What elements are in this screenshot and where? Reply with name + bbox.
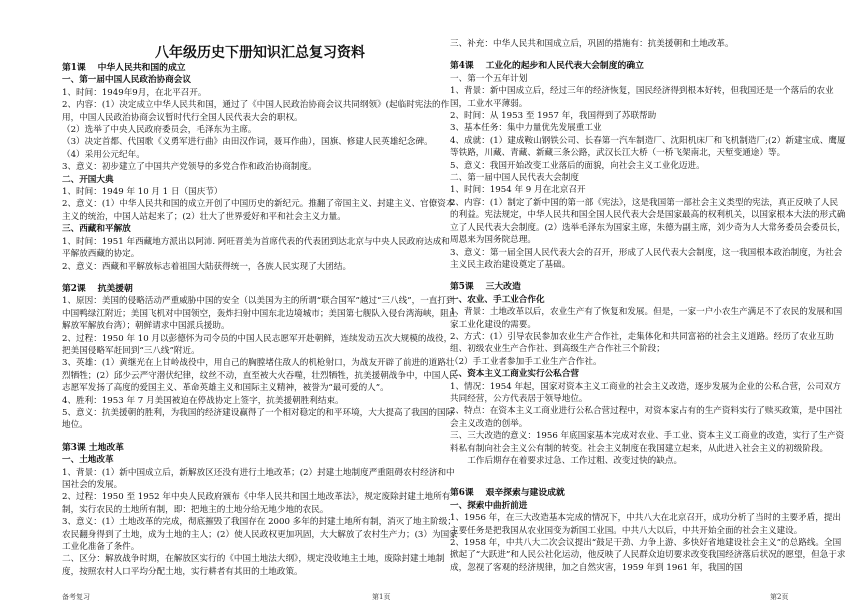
paragraph: （3）决定首都、代国歌《义勇军进行曲》由田汉作词，聂耳作曲），国旗、修建人民英雄纪念碑。 — [62, 137, 433, 148]
section-heading: 一、土地改革 — [62, 455, 114, 466]
spacer — [450, 467, 846, 477]
section-heading: 三、西藏和平解放 — [62, 224, 131, 235]
paragraph: 1、情况：1954 年起，国家对资本主义工商业的社会主义改造，逐步发展为企业的公私合营，公司双方共同经营，公方代表居于领导地位。 — [450, 381, 842, 404]
paragraph: （2）选举了中央人民政府委员会，毛泽东为主席。 — [62, 125, 257, 136]
lesson-heading: 第6课 艰辛探索与建设成就 — [450, 488, 565, 499]
section-heading: 二、资本主义工商业实行公私合营 — [450, 369, 579, 380]
paragraph: 2、过程：1950 至 1952 年中央人民政府颁布《中华人民共和国土地改革法》，规定废除封建土地所有制，实行农民的土地所有制，即：把地主的土地分给无地少地的农民。 — [62, 492, 451, 515]
paragraph: 2、过程：1950 年 10 月以彭德怀为司令员的中国人民志愿军开赴朝鲜，连续发动五次大规模的战役，把美国侵略军赶回到“三八线”附近。 — [62, 333, 453, 356]
paragraph: 3、意义：第一届全国人民代表大会的召开，形成了人民代表大会制度，这一我国根本政治制度，为社会主义民主政治建设奠定了基础。 — [450, 247, 843, 270]
paragraph: 1、背景：新中国成立后，经过三年的经济恢复，国民经济得到根本好转，但我国还是一个落后的农业国，工业水平薄弱。 — [450, 86, 834, 109]
right-column — [450, 38, 846, 574]
paragraph: 三、三大改造的意义：1956 年底国家基本完成对农业、手工业、资本主义工商业的改造，实行了生产资料私有制向社会主义公有制的转变。社会主义制度在我国建立起来，从此进入社会主义的初级阶段。 — [450, 431, 845, 454]
lesson-heading: 第4课 工业化的起步和人民代表大会制度的确立 — [450, 61, 644, 72]
section-heading: 一、第一届中国人民政治协商会议 — [62, 75, 191, 86]
paragraph: 2、内容：(1）制定了新中国的第一部《宪法》，这是我国第一部社会主义类型的宪法，真正反映了人民的利益。宪法规定，中华人民共和国全国人民代表大会是国家最高的权利机关，以国家根本大法的形式确立了人民代表大会制度。(2）选举毛泽东为国家主席，朱德为副主席，刘少奇为人大常务委员会委员长，周恩来为国务院总理。 — [450, 197, 846, 246]
spacer — [450, 477, 846, 487]
paragraph: 2、意义：西藏和平解放标志着祖国大陆获得统一，各族人民实现了大团结。 — [62, 261, 352, 272]
section-heading: 二、开国大典 — [62, 174, 114, 185]
paragraph: 1、背景：(1）新中国成立后，新解放区还没有进行土地改革；(2）封建土地制度严重阻碍农村经济和中国社会的发展。 — [62, 467, 455, 490]
paragraph: 5、意义：抗美援朝的胜利，为我国的经济建设赢得了一个相对稳定的和平环境，大大提高了我国的国际地位。 — [62, 407, 455, 431]
paragraph: 1、时间：1949年9月，在北平召开。 — [62, 87, 207, 98]
lesson-heading: 第1课 中华人民共和国的成立 — [62, 63, 186, 73]
paragraph: 1、原因：美国的侵略活动严重威胁中国的安全（以美国为主的所谓“联合国军”越过“三八线”，一直打到中国鸭绿江附近；美国飞机对中国领空，轰炸扫射中国东北边境城市；美国第七舰队入侵台湾海峡，阻止解放军解放台湾）；朝鲜请求中国派兵援助。 — [62, 296, 458, 332]
paragraph: 2、方式：(1）引导农民参加农业生产合作社，走集体化和共同富裕的社会主义道路。经历了农业互助组、初级农业生产合作社、到高级生产合作社三个阶段； — [450, 331, 834, 355]
paragraph: 2、1958 年，中共八大二次会议提出“鼓足干劲、力争上游、多快好省地建设社会主义”的总路线。全国掀起了“大跃进”和人民公社化运动，他反映了人民群众迫切要求改变我国经济落后状况的愿望，但急于求成，忽视了客观的经济规律，加之自然灾害，1959 年到 1961 年，我国的国 — [450, 538, 846, 573]
paragraph: 三、补充：中华人民共和国成立后，巩固的措施有：抗美援朝和土地改革。 — [450, 39, 734, 49]
paragraph: 1、背景：土地改革以后，农业生产有了恢复和发展。但是，一家一户小农生产满足不了农民的发展和国家工业化建设的需要。 — [450, 307, 843, 330]
left-column — [62, 62, 458, 578]
lesson-heading: 第3课 土地改革 — [62, 442, 124, 453]
footer-page-1: 第1页 — [372, 593, 391, 601]
paragraph: 2、意义：(1）中华人民共和国的成立开创了中国历史的新纪元。推翻了帝国主义、封建主义、官僚资本主义的统治，中国人站起来了；(2）壮大了世界爱好和平和社会主义力量。 — [62, 199, 455, 222]
paragraph: 1、时间：1951 年西藏地方派出以阿沛. 阿旺晋美为首席代表的代表团到达北京与中央人民政府达成和平解放西藏的协定。 — [62, 236, 450, 260]
paragraph: 1、1956 年，在三大改造基本完成的情况下，中共八大在北京召开，成功分析了当时的主要矛盾，提出主要任务是把我国从农业国变为新国工业国。中共八大以后，中共开始全面的社会主义建设。 — [450, 513, 842, 536]
paragraph: 二、区分：解放战争时期，在解放区实行的《中国土地法大纲》，规定没收地主土地，废除封建土地制度，按照农村人口平均分配土地，实行耕者有其田的土地政策。 — [62, 554, 445, 577]
paragraph: 2、内容：(1）决定成立中华人民共和国，通过了《中国人民政治协商会议共同纲领》(起临时宪法的作用，中国人民政治协商会议暂时代行全国人民代表大会的职权。 — [62, 100, 450, 123]
paragraph: 5、意义：我国开始改变工业落后的面貌，向社会主义工业化迈进。 — [450, 160, 705, 171]
document-title: 八年级历史下册知识汇总复习资料 — [155, 45, 365, 61]
spacer — [450, 271, 846, 281]
spacer — [450, 50, 846, 60]
paragraph: 二、第一届中国人民代表大会制度 — [450, 173, 579, 184]
spacer — [62, 432, 458, 442]
spacer — [62, 273, 458, 283]
paragraph: 工作后期存在着要求过急、工作过粗、改变过快的缺点。 — [450, 456, 683, 466]
paragraph: 2、时间：从 1953 至 1957 年，我国得到了苏联帮助 — [450, 111, 657, 122]
paragraph: （2）手工业者参加手工业生产合作社。 — [450, 356, 602, 367]
section-heading: 一、农业、手工业合作化 — [450, 294, 545, 305]
paragraph: 1、时间：1949 年 10 月 1 日（国庆节） — [62, 187, 223, 198]
paragraph: 2、特点：在资本主义工商业进行公私合营过程中，对资本家占有的生产资料实行了赎买政策，是中国社会主义改造的创举。 — [450, 406, 843, 429]
section-heading: 一、探索中曲折前进 — [450, 500, 528, 511]
paragraph: （4）采用公元纪年。 — [62, 149, 145, 160]
paragraph: 4、胜利：1953 年 7 月美国被迫在停战协定上签字，抗美援朝胜利结束。 — [62, 395, 344, 406]
paragraph: 1、时间：1954 年 9 月在北京召开 — [450, 185, 586, 196]
lesson-heading: 第5课 三大改造 — [450, 282, 521, 293]
lesson-heading: 第2课 抗美援朝 — [62, 283, 133, 294]
paragraph: 3、意义：初步建立了中国共产党领导的多党合作和政治协商制度。 — [62, 162, 317, 173]
paragraph: 3、基本任务：集中力量优先发展重工业 — [450, 123, 602, 134]
footer-page-2: 第2页 — [770, 593, 789, 601]
paragraph: 3、意义：(1）土地改革的完成，彻底摧毁了我国存在 2000 多年的封建土地所有制，消灭了地主阶级；农民翻身得到了土地，成为土地的主人；(2）使人民政权更加巩固，大大解放了农村生产力；(3）为国家工业化准备了条件。 — [62, 517, 458, 553]
footer-left: 备考复习 — [62, 593, 90, 601]
paragraph: 3、英雄：(1）黄继光在上甘岭战役中，用自己的胸膛堵住敌人的机枪射口，为战友开辟了前进的道路壮烈牺牲；(2）邱少云严守潜伏纪律，纹丝不动，直至被大火吞噬，壮烈牺牲，抗美援朝战争中，中国人民志愿军发扬了高度的爱国主义、革命英雄主义和国际主义精神，被誉为“最可爱的人”。 — [62, 358, 458, 394]
paragraph: 4、成就：(1）建成鞍山钢铁公司、长春第一汽车制造厂、沈阳机床厂和飞机制造厂;(2）新建宝成、鹰厦等铁路，川藏、青藏、新藏三条公路，武汉长江大桥（一桥飞架南北，天堑变通途）等。 — [450, 135, 846, 159]
paragraph: 一、第一个五年计划 — [450, 73, 528, 84]
